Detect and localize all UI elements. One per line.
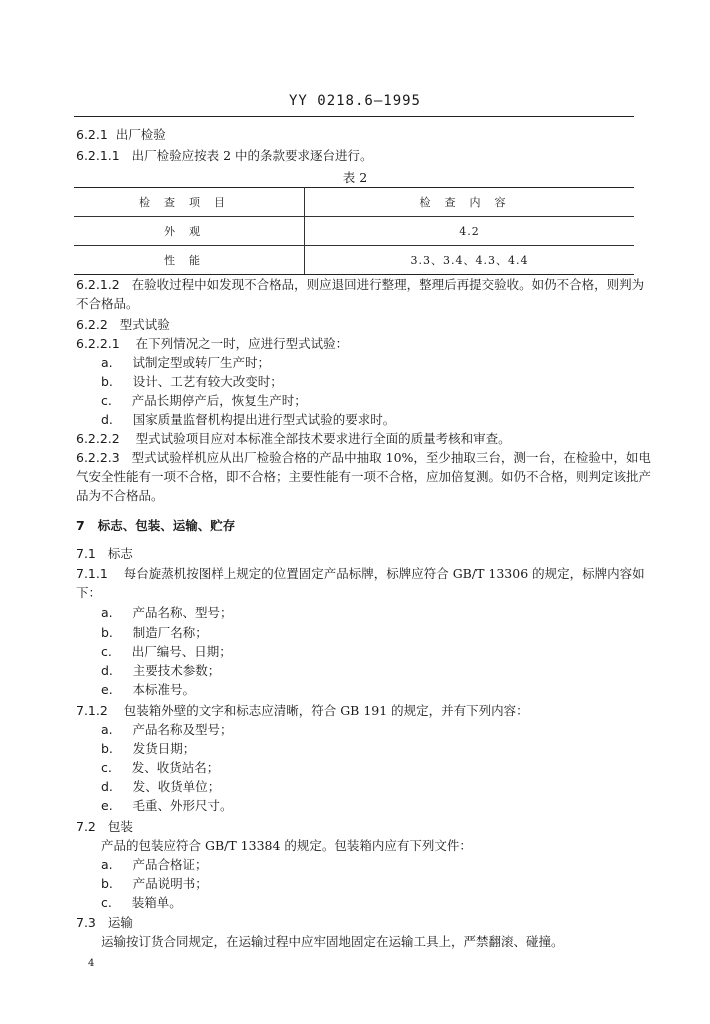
list-marker: a.	[101, 857, 113, 872]
list-marker: a.	[101, 355, 113, 370]
header-rule	[74, 116, 634, 117]
list-item	[101, 779, 220, 795]
section-7-title	[76, 518, 235, 534]
list-text: 产品说明书；	[132, 876, 208, 891]
list-marker: c.	[101, 644, 112, 659]
list-item	[101, 741, 195, 757]
clause-number: 6.2.1.1	[76, 148, 120, 163]
clause-continuation	[76, 469, 651, 485]
clause-text: 每台旋蒸机按图样上规定的位置固定产品标牌，标牌应符合 GB/T 13306 的规定，标牌内容如	[123, 566, 645, 581]
list-item	[101, 374, 283, 390]
clause-6-2-2-2	[76, 431, 511, 447]
clause-number: 6.2.1.2	[76, 277, 120, 292]
list-item	[101, 760, 219, 776]
list-marker: a.	[101, 605, 113, 620]
list-marker: b.	[101, 625, 113, 640]
clause-7-1	[76, 546, 133, 562]
list-text: 发、收货单位；	[132, 779, 221, 794]
clause-text: 出厂检验	[115, 127, 166, 142]
table-cell: 性能	[74, 246, 305, 275]
table-cell: 外观	[74, 217, 305, 246]
list-marker: d.	[101, 412, 113, 427]
list-text: 国家质量监督机构提出进行型式试验的要求时。	[132, 412, 396, 427]
clause-number: 7.2	[76, 819, 96, 834]
section-number: 7	[76, 518, 85, 533]
clause-number: 7.3	[76, 915, 96, 930]
clause-6-2-1-1	[76, 148, 373, 164]
clause-text: 品为不合格品。	[76, 488, 164, 503]
clause-6-2-1	[76, 127, 166, 143]
clause-text: 包装箱外壁的文字和标志应清晰，符合 GB 191 的规定，并有下列内容：	[123, 703, 529, 718]
clause-7-3	[76, 915, 133, 931]
clause-number: 7.1.1	[76, 566, 108, 581]
list-text: 发、收货站名；	[131, 760, 220, 775]
list-marker: d.	[101, 663, 113, 678]
table-row	[74, 217, 634, 246]
table-cell: 4.2	[305, 217, 635, 246]
clause-number: 6.2.2.3	[76, 450, 120, 465]
clause-6-2-2	[76, 317, 170, 333]
list-text: 装箱单。	[131, 895, 182, 910]
list-item	[101, 722, 233, 738]
clause-text: 型式试验样机应从出厂检验合格的产品中抽取 10%，至少抽取三台，测一台，在检验中，如电	[131, 450, 651, 465]
list-item	[101, 663, 220, 679]
clause-6-2-2-3	[76, 450, 651, 466]
standard-header: YY 0218.6—1995	[288, 93, 421, 109]
list-marker: c.	[101, 760, 112, 775]
list-item	[101, 682, 195, 698]
list-item	[101, 876, 208, 892]
list-text: 出厂编号、日期；	[131, 644, 232, 659]
list-item	[101, 605, 233, 621]
list-text: 制造厂名称；	[132, 625, 208, 640]
clause-text: 出厂检验应按表 2 中的条款要求逐台进行。	[131, 148, 373, 163]
clause-text: 标志	[107, 546, 133, 561]
list-marker: a.	[101, 722, 113, 737]
clause-text: 运输	[107, 915, 133, 930]
clause-6-2-1-2	[76, 277, 644, 293]
list-item	[101, 412, 395, 428]
list-text: 产品名称、型号；	[132, 605, 233, 620]
clause-text: 下：	[76, 585, 102, 600]
list-item	[101, 355, 270, 371]
clause-text: 气安全性能有一项不合格，即不合格；主要性能有一项不合格，应加倍复测。如仍不合格，则判定该批产	[76, 469, 652, 484]
list-text: 发货日期；	[132, 741, 196, 756]
clause-7-1-2	[76, 703, 529, 719]
clause-7-2	[76, 819, 133, 835]
list-item	[101, 644, 232, 660]
clause-continuation	[76, 296, 139, 312]
table-header-cell: 检查内容	[305, 188, 635, 217]
clause-text: 在验收过程中如发现不合格品，则应退回进行整理，整理后再提交验收。如仍不合格，则判为	[131, 277, 645, 292]
list-item	[101, 625, 208, 641]
clause-number: 6.2.2	[76, 317, 108, 332]
clause-number: 6.2.1	[76, 127, 108, 142]
clause-continuation	[76, 488, 164, 504]
list-text: 产品合格证；	[132, 857, 208, 872]
list-text: 本标准号。	[132, 682, 196, 697]
list-item	[101, 895, 182, 911]
list-marker: e.	[101, 682, 113, 697]
list-text: 主要技术参数；	[132, 663, 221, 678]
list-text: 毛重、外形尺寸。	[132, 798, 233, 813]
list-marker: b.	[101, 741, 113, 756]
clause-number: 6.2.2.1	[76, 336, 120, 351]
list-marker: c.	[101, 895, 112, 910]
list-marker: b.	[101, 876, 113, 891]
list-item	[101, 393, 307, 409]
clause-text: 运输按订货合同规定，在运输过程中应牢固地固定在运输工具上，严禁翻滚、碰撞。	[101, 934, 564, 949]
page-number: 4	[88, 958, 95, 969]
table-header-row	[74, 188, 634, 217]
list-text: 产品长期停产后，恢复生产时；	[131, 393, 307, 408]
list-item	[101, 857, 208, 873]
clause-paragraph	[101, 838, 472, 854]
list-text: 设计、工艺有较大改变时；	[132, 374, 283, 389]
table-cell: 3.3、3.4、4.3、4.4	[305, 246, 635, 275]
list-marker: d.	[101, 779, 113, 794]
clause-number: 6.2.2.2	[76, 431, 120, 446]
clause-text: 型式试验	[119, 317, 170, 332]
clause-7-1-1	[76, 566, 645, 582]
list-marker: c.	[101, 393, 112, 408]
section-text: 标志、包装、运输、贮存	[97, 518, 236, 533]
list-marker: e.	[101, 798, 113, 813]
clause-number: 7.1.2	[76, 703, 108, 718]
clause-text: 不合格品。	[76, 296, 139, 311]
clause-text: 包装	[107, 819, 133, 834]
table-row	[74, 246, 634, 275]
table-caption: 表 2	[342, 170, 368, 185]
clause-6-2-2-1	[76, 336, 348, 352]
list-text: 产品名称及型号；	[132, 722, 233, 737]
list-text: 试制定型或转厂生产时；	[132, 355, 271, 370]
clause-paragraph	[101, 934, 564, 950]
clause-continuation	[76, 585, 101, 601]
list-marker: b.	[101, 374, 113, 389]
inspection-table	[74, 187, 634, 275]
list-item	[101, 798, 233, 814]
clause-text: 在下列情况之一时，应进行型式试验：	[135, 336, 349, 351]
clause-text: 型式试验项目应对本标准全部技术要求进行全面的质量考核和审查。	[135, 431, 511, 446]
clause-number: 7.1	[76, 546, 96, 561]
clause-text: 产品的包装应符合 GB/T 13384 的规定。包装箱内应有下列文件：	[101, 838, 472, 853]
table-header-cell: 检查项目	[74, 188, 305, 217]
